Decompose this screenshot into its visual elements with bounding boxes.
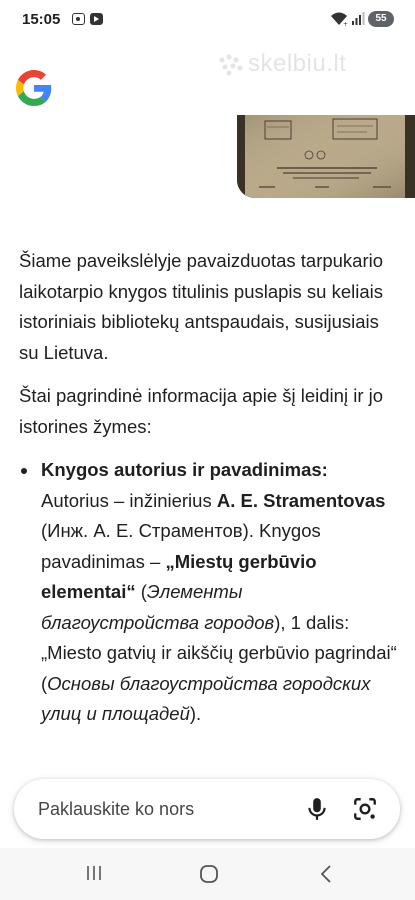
bullet-open-paren: ( <box>135 581 147 602</box>
scroll-fade <box>0 730 415 770</box>
ask-bar[interactable] <box>14 779 400 839</box>
ask-input[interactable] <box>38 779 288 839</box>
bullet-heading: Knygos autorius ir pavadinimas: <box>41 459 328 480</box>
wifi-icon <box>330 11 348 26</box>
book-title-page-photo <box>237 115 415 198</box>
status-time: 15:05 <box>22 11 61 28</box>
signal-icon <box>351 11 365 26</box>
bullet-part-ru: Основы благоустройства городских улиц и площадей <box>41 672 371 724</box>
recents-icon[interactable] <box>84 864 104 882</box>
google-g-icon <box>16 70 52 106</box>
mic-icon[interactable] <box>304 796 330 822</box>
battery-indicator: 55 <box>368 11 394 27</box>
bullet-part-prefix: ), 1 dalis: „Miesto gatvių ir aikščių gerbūvio pagrindai“ ( <box>41 611 397 694</box>
system-navigation-bar <box>0 848 415 900</box>
watermark-text: skelbiu.lt <box>248 50 347 77</box>
svg-text:+: + <box>343 21 348 26</box>
home-icon[interactable] <box>198 863 220 885</box>
youtube-icon <box>90 13 103 25</box>
back-icon[interactable] <box>316 863 338 885</box>
bullet-author-prefix: Autorius – inžinierius <box>41 489 217 511</box>
bullet-part-suffix: ). <box>189 703 202 724</box>
list-item <box>19 455 399 730</box>
response-bullet-list <box>19 455 399 730</box>
bullet-title-lt: „Miestų gerbūvio elementai“ <box>41 550 317 602</box>
screen-recorder-icon <box>72 13 85 25</box>
watermark <box>218 50 346 78</box>
bullet-title-ru: Элементы благоустройства городов <box>41 581 275 633</box>
bullet-author-name: A. E. Stramentovas <box>216 489 386 511</box>
assistant-response <box>19 246 399 730</box>
google-lens-icon[interactable] <box>352 796 378 822</box>
watermark-dots-icon <box>218 54 244 76</box>
response-intro: Šiame paveikslėlyje pavaizduotas tarpukario laikotarpio knygos titulinis puslapis su keliais istoriniais bibliotekų antspaudais, susijusiais su Lietuva. <box>19 250 384 363</box>
status-bar <box>0 0 415 42</box>
response-lead: Štai pagrindinė informacija apie šį leidinį ir jo istorines žymes: <box>19 385 384 437</box>
bullet-author-ru: (Инж. А. Е. Страментов). Knygos pavadinimas – <box>41 520 321 572</box>
